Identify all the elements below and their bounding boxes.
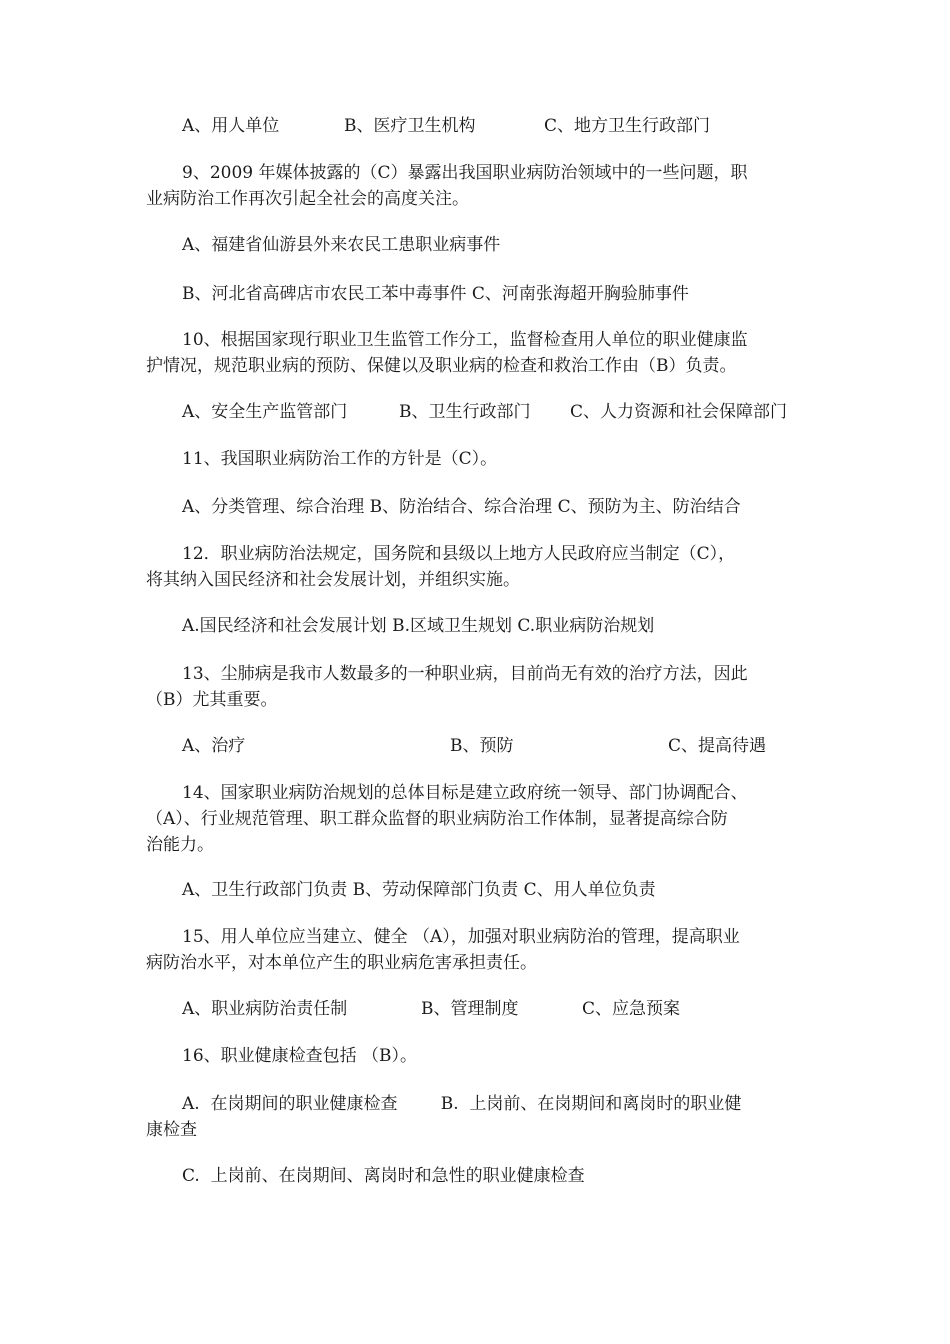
question-16: 16、职业健康检查包括 （B）。 <box>182 1046 418 1066</box>
question-line: 业病防治工作再次引起全社会的高度关注。 <box>146 189 469 209</box>
option-a: A、安全生产监管部门 <box>182 402 348 422</box>
question-10 <box>146 327 810 379</box>
option-c: C、人力资源和社会保障部门 <box>570 402 788 422</box>
q15-options <box>182 996 680 1022</box>
question-11: 11、我国职业病防治工作的方针是（C）。 <box>182 449 498 469</box>
question-line: 12．职业病防治法规定，国务院和县级以上地方人民政府应当制定（C）， <box>182 544 736 564</box>
option-b: B、管理制度 <box>421 999 519 1019</box>
q8-options <box>182 113 710 139</box>
question-line: A. 在岗期间的职业健康检查 B. 上岗前、在岗期间和离岗时的职业健 <box>182 1094 742 1114</box>
option-c: C、地方卫生行政部门 <box>544 116 711 136</box>
question-12-options: A.国民经济和社会发展计划 B.区域卫生规划 C.职业病防治规划 <box>182 616 655 636</box>
question-11-options: A、分类管理、综合治理 B、防治结合、综合治理 C、预防为主、防治结合 <box>182 497 741 517</box>
question-line: （B）尤其重要。 <box>146 690 278 710</box>
question-9-options-bc: B、河北省高碑店市农民工苯中毒事件 C、河南张海超开胸验肺事件 <box>182 284 689 304</box>
question-9-option-a: A、福建省仙游县外来农民工患职业病事件 <box>182 235 501 255</box>
question-line: 护情况，规范职业病的预防、保健以及职业病的检查和救治工作由（B）负责。 <box>146 356 737 376</box>
question-line: 13、尘肺病是我市人数最多的一种职业病，目前尚无有效的治疗方法，因此 <box>182 664 748 684</box>
option-c: C、应急预案 <box>582 999 681 1019</box>
question-line: 10、根据国家现行职业卫生监管工作分工，监督检查用人单位的职业健康监 <box>182 330 748 350</box>
question-line: 9、2009 年媒体披露的（C）暴露出我国职业病防治领域中的一些问题，职 <box>182 163 748 183</box>
option-a: A、职业病防治责任制 <box>182 999 348 1019</box>
question-line: 康检查 <box>146 1120 197 1140</box>
option-c: C、提高待遇 <box>668 736 767 756</box>
option-b: B、卫生行政部门 <box>399 402 531 422</box>
question-9 <box>146 160 810 212</box>
question-13 <box>146 661 810 713</box>
q10-options <box>182 399 787 425</box>
question-14-options: A、卫生行政部门负责 B、劳动保障部门负责 C、用人单位负责 <box>182 880 656 900</box>
question-12 <box>146 541 810 593</box>
question-line: 病防治水平，对本单位产生的职业病危害承担责任。 <box>146 953 537 973</box>
question-line: 治能力。 <box>146 835 214 855</box>
question-15 <box>146 924 810 976</box>
question-line: 14、国家职业病防治规划的总体目标是建立政府统一领导、部门协调配合、 <box>182 783 748 803</box>
option-a: A、用人单位 <box>182 116 280 136</box>
option-b: B、预防 <box>450 736 514 756</box>
option-b: B、医疗卫生机构 <box>344 116 476 136</box>
option-a: A、治疗 <box>182 736 246 756</box>
question-line: （A）、行业规范管理、职工群众监督的职业病防治工作体制，显著提高综合防 <box>146 809 728 829</box>
question-14 <box>146 780 810 858</box>
question-line: 将其纳入国民经济和社会发展计划，并组织实施。 <box>146 570 520 590</box>
question-16-options-ab <box>146 1091 810 1143</box>
question-16-option-c: C. 上岗前、在岗期间、离岗时和急性的职业健康检查 <box>182 1166 585 1186</box>
q13-options <box>182 733 766 759</box>
question-line: 15、用人单位应当建立、健全 （A），加强对职业病防治的管理，提高职业 <box>182 927 740 947</box>
